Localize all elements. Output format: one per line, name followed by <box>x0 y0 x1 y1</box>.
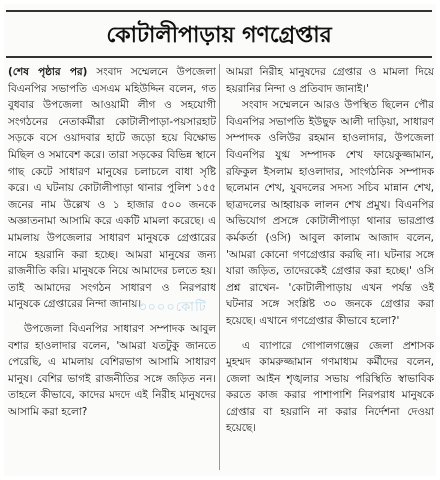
paragraph-4: সংবাদ সম্মেলনে আরও উপস্থিত ছিলেন পৌর বিএনপির সভাপতি ইউছুফ আলী দাড়িয়া, সাধারণ সম্পাদক ওলিউর রহমান হাওলাদার, উপজেলা বিএনপির যুগ্ম সম্পাদক শেখ ফায়েকুজ্জামান, রফিকুল ইসলাম হাওলাদার, সাংগঠনিক সম্পাদক ছলেমান শেখ, যুবদলের সদস্য সচিব মান্নান শেখ, ছাত্রদলের আহ্বায়ক লালন শেখ প্রমুখ। বিএনপির অভিযোগ প্রসঙ্গে কোটালীপাড়া থানার ভারপ্রাপ্ত কর্মকর্তা (ওসি) আবুল কালাম আজাদ বলেন, 'আমরা কোনো গণগ্রেপ্তার করছি না। ঘটনার সঙ্গে যারা জড়িত, তাদেরকেই গ্রেপ্তার করা হচ্ছে।' ওসি প্রশ্ন রাখেন- 'কোটালীপাড়ায় এখন পর্যন্ত ওই ঘটনার সঙ্গে সংশ্লিষ্ট ৩০ জনকে গ্রেপ্তার করা হয়েছে। এখানে গণগ্রেপ্তার কীভাবে হলো?' <box>226 99 434 327</box>
paragraph-2: উপজেলা বিএনপির সাধারণ সম্পাদক আবুল বশার হাওলাদার বলেন, 'আমরা যতটুকু জানতে পেরেছি, এ মামলায় বেশিরভাগ আসামি সাধারণ মানুষ। বেশির ভাগই রাজনীতির সঙ্গে জড়িত নন। তাহলে কীভাবে, কাদের মদদে এই নিরীহ মানুষদের আসামি করা হলো? <box>8 322 216 418</box>
article-body <box>8 64 432 474</box>
newspaper-clipping <box>4 4 436 476</box>
paragraph-1-text: সংবাদ সম্মেলনে উপজেলা বিএনপির সভাপতি এসএম মহিউদ্দিন বলেন, গত বুধবার উপজেলা আওয়ামী লীগ ও সহযোগী সংগঠনের নেতাকর্মীরা কোটালীপাড়া-পয়সারহাট সড়কে বসে ওয়াদবার হাটে জড়ো হয়ে বিক্ষোভ মিছিল ও সমাবেশ করে। তারা সড়কের বিভিন্ন স্থানে গাছ কেটে সাধারণ মানুষের চলাচলে বাধা সৃষ্টি করে। এ ঘটনায় কোটালীপাড়া থানার পুলিশ ১৫৫ জনের নাম উল্লেখ ও ১ হাজার ৫০০ জনকে অজ্ঞাতনামা আসামি করে একটি মামলা করেছে। এ মামলায় উপজেলার সাধারণ মানুষকে গ্রেপ্তারের নামে হয়রানি করা হচ্ছে। আমরা মানুষের জন্য রাজনীতি করি। মানুষকে নিয়ে আমাদের চলতে হয়। তাই আমাদের সংগঠন সাধারণ ও নিরপরাধ মানুষকে গ্রেপ্তারের নিন্দা জানায়। <box>8 66 216 311</box>
continuation-marker: (শেষ পৃষ্ঠার পর) <box>8 66 88 78</box>
headline: কোটালীপাড়ায় গণগ্রেপ্তার <box>106 22 332 48</box>
column-right <box>226 64 434 474</box>
watermark: ৩০০০কোটি <box>138 300 207 315</box>
column-left <box>8 64 216 474</box>
paragraph-3: আমরা নিরীহ মানুষদের গ্রেপ্তার ও মামলা দিয়ে হয়রানির নিন্দা ও প্রতিবাদ জানাই।' <box>226 66 434 95</box>
headline-frame <box>6 10 432 58</box>
paragraph-5: এ ব্যাপারে গোপালগঞ্জের জেলা প্রশাসক মুহম্মদ কামরুজ্জামান গণমাধ্যম কর্মীদের বলেন, জেলা আইন শৃঙ্খলার সভায় পরিস্থিতি স্বাভাবিক করতে কাজ করার পাশাপাশি নিরপরাধ মানুষকে গ্রেপ্তার বা হয়রানি না করার নির্দেশনা দেওয়া হয়েছে। <box>226 339 434 435</box>
column-divider <box>219 64 220 470</box>
paragraph-1 <box>8 64 216 313</box>
